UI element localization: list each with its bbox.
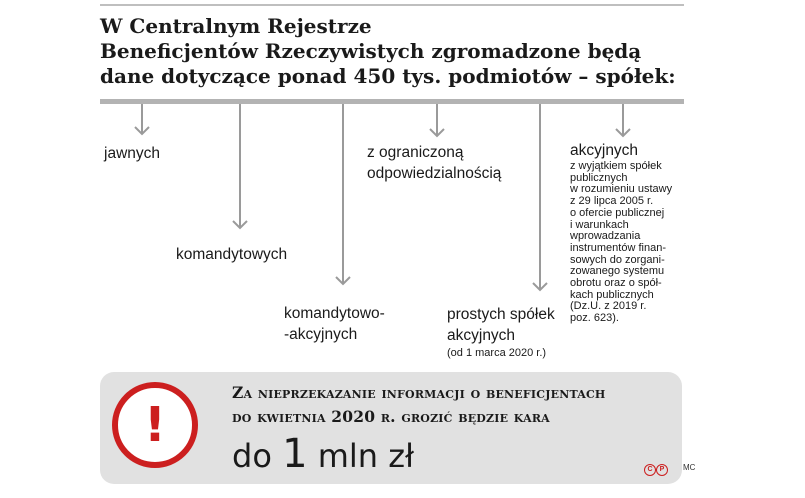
warning-line-2: do kwietnia 2020 r. grozić będzie kara: [232, 407, 550, 426]
title-line-2: Beneficjentów Rzeczywistych zgromadzone będą: [100, 39, 642, 63]
desc-line: publicznych: [570, 171, 628, 184]
desc-line: poz. 623).: [570, 312, 619, 325]
fine-amount: [232, 432, 414, 478]
branch-label-komandytowych: komandytowych: [176, 246, 288, 263]
branch-desc-akcyjnych: [570, 161, 672, 325]
arrow-komandytowo-akcyjnych: [336, 104, 350, 284]
logo-letter-c: C: [644, 464, 656, 476]
branch-line: -akcyjnych: [284, 326, 358, 343]
branch-line: akcyjnych: [447, 327, 516, 344]
fine-number: 1: [282, 431, 308, 477]
branch-label-psa: [447, 304, 555, 346]
publisher-logo: [644, 461, 676, 475]
title-line-3: dane dotyczące ponad 450 tys. podmiotów – spółek:: [100, 64, 676, 88]
desc-line: (Dz.U. z 2019 r.: [570, 300, 647, 313]
title-line-1: W Centralnym Rejestrze: [100, 14, 372, 38]
branch-label-akcyjnych: akcyjnych: [570, 142, 639, 159]
branch-label-z-oo: [367, 142, 501, 184]
exclamation-icon: [112, 382, 198, 468]
desc-line: z 29 lipca 2005 r.: [570, 195, 654, 208]
branch-note-psa: (od 1 marca 2020 r.): [447, 347, 547, 359]
branch-line: komandytowo-: [284, 305, 385, 322]
arrow-jawnych: [135, 104, 149, 134]
warning-text: [232, 381, 672, 429]
logo-letter-p: P: [656, 464, 668, 476]
branch-label-komandytowo-akcyjnych: [284, 303, 385, 345]
arrow-akcyjnych: [616, 104, 630, 136]
desc-line: z wyjątkiem spółek: [570, 160, 662, 172]
author-credit: MC: [683, 463, 696, 472]
branch-label-jawnych: jawnych: [104, 145, 160, 162]
exclamation-mark: !: [144, 397, 166, 453]
desc-line: zowanego systemu: [570, 265, 665, 278]
arrow-z-oo: [430, 104, 444, 136]
desc-line: o ofercie publicznej: [570, 206, 665, 219]
fine-suffix: mln zł: [317, 437, 415, 475]
desc-line: w rozumieniu ustawy: [570, 183, 673, 196]
desc-line: obrotu oraz o spół-: [570, 277, 662, 290]
desc-line: kach publicznych: [570, 288, 654, 301]
desc-line: instrumentów finan-: [570, 241, 666, 254]
desc-line: sowych do zorgani-: [570, 253, 665, 266]
arrow-komandytowych: [233, 104, 247, 228]
desc-line: i warunkach: [570, 218, 629, 231]
warning-line-1: Za nieprzekazanie informacji o beneficjentach: [232, 383, 606, 402]
arrow-psa: [533, 104, 547, 290]
fine-prefix: do: [232, 437, 272, 475]
desc-line: wprowadzania: [570, 230, 641, 243]
branch-line: odpowiedzialnością: [367, 165, 502, 182]
branch-line: z ograniczoną: [367, 144, 464, 161]
branch-line: prostych spółek: [447, 306, 555, 323]
